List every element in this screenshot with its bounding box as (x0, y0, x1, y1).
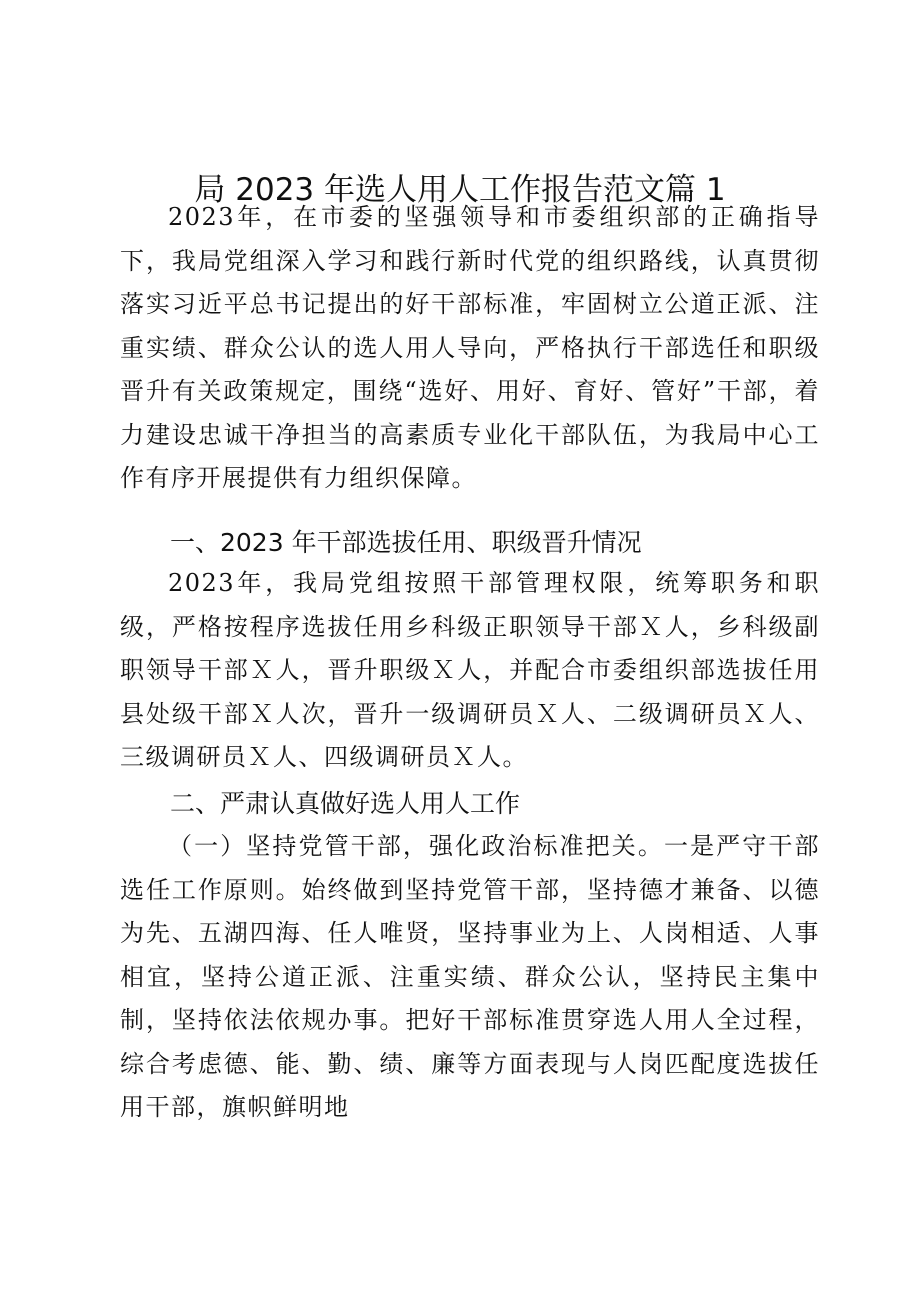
intro-paragraph: 2023年，在市委的坚强领导和市委组织部的正确指导下，我局党组深入学习和践行新时代党的组织路线，认真贯彻落实习近平总书记提出的好干部标准，牢固树立公道正派、注重实绩、群众公认的选人用人导向，严格执行干部选任和职级晋升有关政策规定，围绕“选好、用好、育好、管好”干部，着力建设忠诚干净担当的高素质专业化干部队伍，为我局中心工作有序开展提供有力组织保障。 (120, 203, 820, 492)
section-2-heading: 二、严肃认真做好选人用人工作 (170, 789, 521, 818)
section-1-paragraph: 2023年，我局党组按照干部管理权限，统筹职务和职级，严格按程序选拔任用乡科级正职领导干部Ｘ人，乡科级副职领导干部Ｘ人，晋升职级Ｘ人，并配合市委组织部选拔任用县处级干部Ｘ人次，晋升一级调研员Ｘ人、二级调研员Ｘ人、三级调研员Ｘ人、四级调研员Ｘ人。 (120, 569, 820, 771)
section-1-heading: 一、2023 年干部选拔任用、职级晋升情况 (170, 528, 642, 557)
section-2-paragraph: （一）坚持党管干部，强化政治标准把关。一是严守干部选任工作原则。始终做到坚持党管干部，坚持德才兼备、以德为先、五湖四海、任人唯贤，坚持事业为上、人岗相适、人事相宜，坚持公道正派、注重实绩、群众公认，坚持民主集中制，坚持依法依规办事。把好干部标准贯穿选人用人全过程，综合考虑德、能、勤、绩、廉等方面表现与人岗匹配度选拔任用干部，旗帜鲜明地 (120, 832, 820, 1121)
document-title: 局 2023 年选人用人工作报告范文篇 1 (194, 172, 726, 208)
